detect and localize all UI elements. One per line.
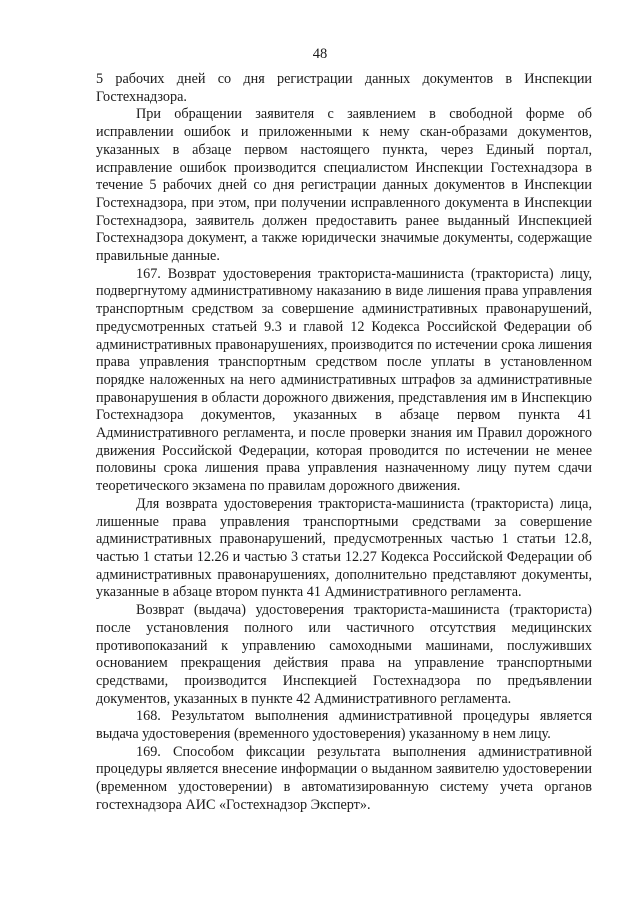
paragraph-error-correction: При обращении заявителя с заявлением в свободной форме об исправлении ошибок и приложенными к нему скан-образами документов, указанных в абзаце первом настоящего пункта, через Единый портал, исправление ошибок производится специалистом Инспекции Гостехнадзора в течение 5 рабочих дней со дня регистрации данных документов в Инспекции Гостехнадзора, при этом, при получении исправленного документа в Инспекции Гостехнадзора, заявитель должен предоставить ранее выданный Инспекцией Гостехнадзора документ, а также юридически значимые документы, содержащие правильные данные. [96, 106, 592, 265]
paragraph-item-167: 167. Возврат удостоверения тракториста-машиниста (тракториста) лицу, подвергнутому административному наказанию в виде лишения права управления транспортным средством за совершение административных правонарушений, предусмотренных статьей 9.3 и главой 12 Кодекса Российской Федерации об административных правонарушениях, производится по истечении срока лишения права управления транспортным средством после уплаты в установленном порядке наложенных на него административных штрафов за административные правонарушения в области дорожного движения, представления им в Инспекцию Гостехнадзора документов, указанных в абзаце первом пункта 41 Административного регламента, и после проверки знания им Правил дорожного движения Российской Федерации, которая проводится по истечении не менее половины срока лишения права управления назначенному лицу путем сдачи теоретического экзамена по правилам дорожного движения. [96, 265, 592, 495]
paragraph-return-medical: Возврат (выдача) удостоверения тракториста-машиниста (тракториста) после установления полного или частичного отсутствия медицинских противопоказаний к управлению самоходными машинами, послуживших основанием прекращения действия права на управление транспортными средствами, производится Инспекцией Гостехнадзора по предъявлении документов, указанных в пункте 42 Административного регламента. [96, 602, 592, 707]
page-number: 48 [312, 46, 328, 62]
paragraph-item-168: 168. Результатом выполнения административной процедуры является выдача удостоверения (временного удостоверения) указанному в нем лицу. [96, 708, 592, 743]
paragraph-continuation: 5 рабочих дней со дня регистрации данных документов в Инспекции Гостехнадзора. [96, 71, 592, 105]
document-body [96, 71, 592, 815]
paragraph-item-169: 169. Способом фиксации результата выполнения административной процедуры является внесение информации о выданном заявителю удостоверении (временном удостоверении) в автоматизированную систему учета органов гостехнадзора АИС «Гостехнадзор Эксперт». [96, 743, 592, 813]
paragraph-return-conditions: Для возврата удостоверения тракториста-машиниста (тракториста) лица, лишенные права управления транспортными средствами за совершение административных правонарушений, предусмотренных частью 1 статьи 12.8, частью 1 статьи 12.26 и частью 3 статьи 12.27 Кодекса Российской Федерации об административных правонарушениях, дополнительно представляют документы, указанные в абзаце втором пункта 41 Административного регламента. [96, 495, 592, 601]
